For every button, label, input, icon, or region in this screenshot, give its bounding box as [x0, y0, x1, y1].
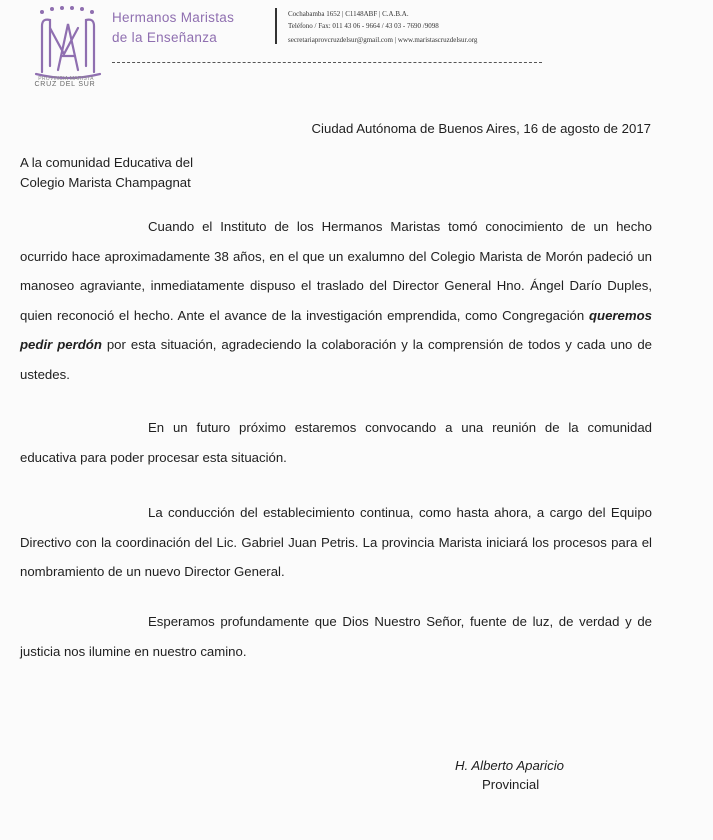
org-name-line-2: de la Enseñanza [112, 30, 218, 45]
paragraph-4-text: Esperamos profundamente que Dios Nuestro Señor, fuente de luz, de verdad y de justicia nos ilumine en nuestro camino. [20, 614, 652, 659]
paragraph-1-text: Cuando el Instituto de los Hermanos Maristas tomó conocimiento de un hecho ocurrido hace aproximadamente 38 años, en el que un exalumno del Colegio Marista de Morón padeció un manoseo agraviante, inmediatamente dispuso el traslado del Director General Hno. Ángel Darío Duples, quien reconoció el hecho. Ante el avance de la investigación emprendida, como Congregación [20, 219, 652, 323]
contact-phone: Teléfono / Fax: 011 43 06 - 9664 / 43 03 - 7690 /9098 [288, 22, 439, 30]
paragraph-1 [20, 212, 652, 389]
contact-web: secretariaprovcruzdelsur@gmail.com | www.maristascruzdelsur.org [288, 36, 478, 44]
letterhead [0, 0, 713, 110]
contact-address: Cochabamba 1652 | C1148ABF | C.A.B.A. [288, 10, 409, 18]
paragraph-3 [20, 498, 652, 587]
header-divider [275, 8, 277, 44]
addressee-line-2: Colegio Marista Champagnat [20, 175, 191, 190]
paragraph-1-text-end: por esta situación, agradeciendo la colaboración y la comprensión de todos y cada uno de ustedes. [20, 337, 652, 382]
place-date: Ciudad Autónoma de Buenos Aires, 16 de agosto de 2017 [311, 121, 651, 136]
signer-role: Provincial [482, 777, 540, 792]
paragraph-4 [20, 607, 652, 666]
province-caption: PROVINCIA MARISTA [38, 76, 94, 82]
paragraph-2-text: En un futuro próximo estaremos convocando a una reunión de la comunidad educativa para poder procesar esta situación. [20, 420, 652, 465]
signer-name: H. Alberto Aparicio [455, 758, 564, 773]
apology-emphasis: queremos pedir perdón [20, 307, 652, 352]
addressee-line-1: A la comunidad Educativa del [20, 155, 194, 170]
marist-logo-icon [28, 4, 108, 84]
header-dashed-rule [112, 62, 542, 63]
org-name-line-1: Hermanos Maristas [112, 10, 235, 25]
province-name: CRUZ DEL SUR [34, 81, 96, 88]
paragraph-2 [20, 413, 652, 472]
paragraph-3-text: La conducción del establecimiento continua, como hasta ahora, a cargo del Equipo Directivo con la coordinación del Lic. Gabriel Juan Petris. La provincia Marista iniciará los procesos para el nombramiento de un nuevo Director General. [20, 505, 652, 579]
